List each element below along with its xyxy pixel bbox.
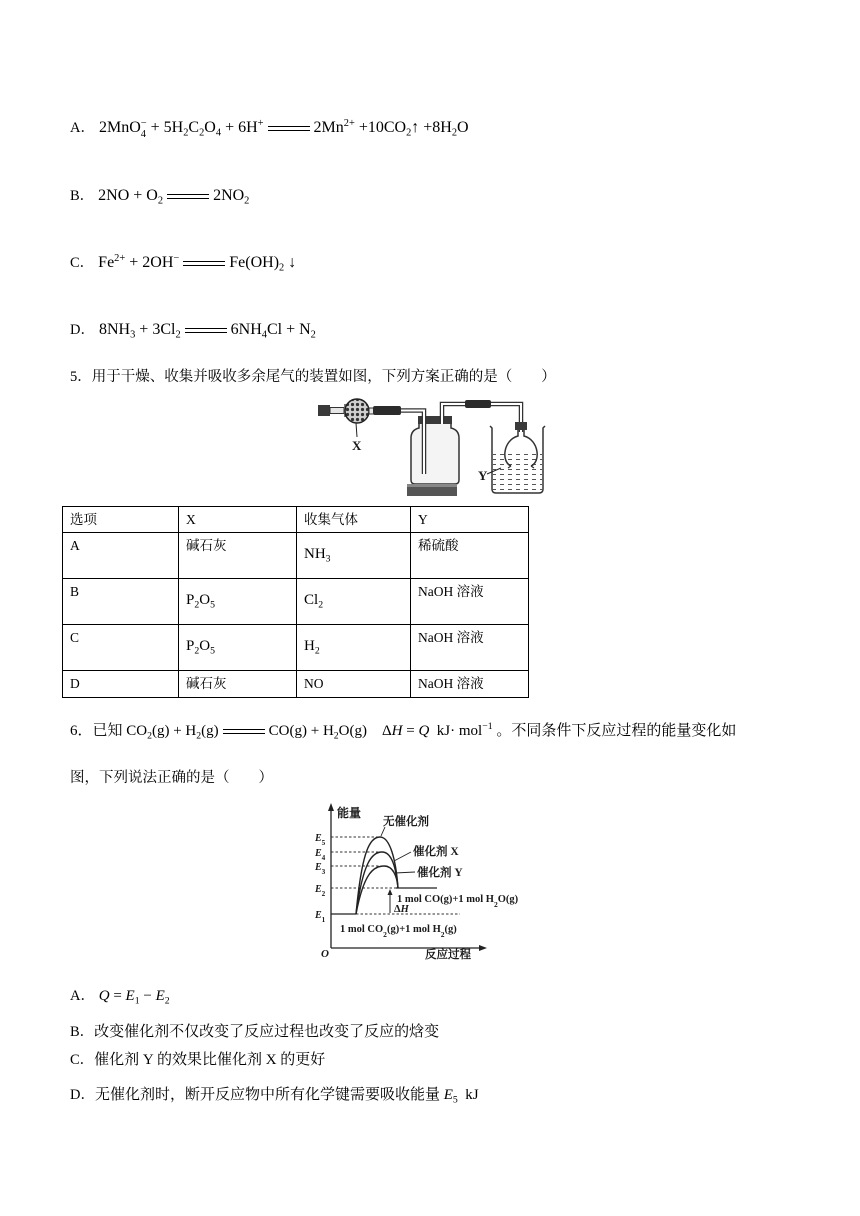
superscript: 2+ xyxy=(343,117,355,129)
subscript: 2 xyxy=(451,127,458,139)
label-x: X xyxy=(352,438,362,453)
formula-text: 催化剂 Y 的效果比催化剂 X 的更好 xyxy=(94,1052,326,1068)
chemical-equation xyxy=(98,187,250,207)
subscript: 4 xyxy=(321,854,326,862)
formula-text: (g) xyxy=(444,924,457,935)
option-letter: D． xyxy=(70,322,95,338)
subscript: 2 xyxy=(175,329,181,341)
table-row xyxy=(63,625,529,671)
cell-content xyxy=(186,538,227,553)
table-row xyxy=(63,533,529,579)
formula-text: P xyxy=(186,592,195,608)
long-equals-sign xyxy=(268,126,310,131)
long-equals-sign xyxy=(223,729,265,734)
cell-content xyxy=(186,638,215,657)
formula-text: E xyxy=(155,988,165,1004)
formula-text: 2NO xyxy=(213,187,245,204)
option-letter: B． xyxy=(70,188,95,204)
subscript: 5 xyxy=(210,645,215,657)
option-letter: D． xyxy=(70,1087,95,1103)
subscript: 4 xyxy=(261,329,267,341)
superscript: 2+ xyxy=(114,252,126,264)
option-text xyxy=(94,1024,439,1040)
formula-text: E xyxy=(443,1087,453,1103)
formula-text: 2MnO xyxy=(98,119,141,136)
subscript: 2 xyxy=(310,329,316,341)
formula-text: O xyxy=(204,119,216,136)
long-equals-sign xyxy=(185,328,227,333)
table-cell xyxy=(63,579,179,625)
subscript: 4 xyxy=(215,127,222,139)
formula-text: CO xyxy=(126,723,148,739)
option-text xyxy=(94,1052,325,1068)
formula-text: = xyxy=(109,988,126,1004)
formula-text: NO xyxy=(304,676,324,691)
subscript: 2 xyxy=(321,890,326,898)
formula-text: H xyxy=(391,723,403,739)
subscript: 2 xyxy=(194,645,200,657)
formula-text: O xyxy=(457,119,469,136)
q4-option-b xyxy=(70,186,249,206)
leader-line xyxy=(381,827,385,836)
cell-content xyxy=(70,676,80,691)
formula-text: + 2OH xyxy=(125,254,174,271)
formula-text: ↑ xyxy=(411,119,420,136)
cell-content xyxy=(186,592,215,611)
cell-content xyxy=(418,630,484,645)
subscript: 2 xyxy=(440,929,445,939)
formula-text: CO(g) + H xyxy=(268,723,334,739)
delta-h-arrowhead xyxy=(388,889,393,895)
drying-tube xyxy=(318,399,375,423)
table-cell xyxy=(63,533,179,579)
outlet-glass-tube xyxy=(442,404,521,432)
x-axis-arrow xyxy=(479,945,487,951)
option-letter: C． xyxy=(70,255,95,271)
cell-content xyxy=(70,538,80,553)
option-letter: B． xyxy=(70,1024,95,1040)
subscript: 3 xyxy=(325,553,331,565)
formula-text: +8H xyxy=(419,119,452,136)
formula-text: Fe(OH) xyxy=(229,254,280,271)
formula-text: (g) xyxy=(201,723,219,739)
cell-content xyxy=(418,538,459,553)
formula-text: + 6H xyxy=(221,119,258,136)
table-cell xyxy=(297,625,411,671)
formula-text: O xyxy=(199,592,211,608)
leader-line xyxy=(395,872,415,873)
formula-text: ↓ xyxy=(284,254,297,271)
q5-options-table xyxy=(62,506,529,698)
formula-text: + 5H xyxy=(146,119,184,136)
formula-text: O(g) xyxy=(497,894,519,905)
formula-text: D xyxy=(70,676,80,691)
rubber-tube xyxy=(373,406,401,415)
formula-text: E xyxy=(315,833,322,844)
formula-text: O(g) xyxy=(338,723,367,739)
subscript: 2 xyxy=(147,730,152,742)
table-header-cell: 收集气体 xyxy=(297,507,411,533)
chemical-equation xyxy=(98,321,316,341)
formula-text: 1 mol CO(g)+1 mol H xyxy=(397,894,494,905)
table-cell xyxy=(297,671,411,698)
formula-text: Cl xyxy=(304,592,319,608)
table-header-cell: 选项 xyxy=(63,507,179,533)
level-e4 xyxy=(314,848,326,862)
cell-content xyxy=(304,592,324,611)
level-e3 xyxy=(314,862,326,876)
energy-diagram xyxy=(310,800,550,965)
table-cell xyxy=(63,625,179,671)
table-header-row xyxy=(63,507,529,533)
table-cell xyxy=(411,579,529,625)
formula-text: = xyxy=(402,723,419,739)
table-cell xyxy=(297,579,411,625)
formula-text: NaOH 溶液 xyxy=(418,630,484,645)
formula-text: kJ xyxy=(457,1087,479,1103)
cell-content xyxy=(186,676,227,691)
formula-text: B xyxy=(70,584,80,599)
q4-option-a xyxy=(70,118,469,141)
subscript: 2 xyxy=(194,599,200,611)
q6-option-a xyxy=(70,986,170,1006)
q4-option-c xyxy=(70,253,296,273)
subscript: 1 xyxy=(134,995,140,1007)
table-cell xyxy=(297,533,411,579)
formula-text: H xyxy=(304,638,315,654)
q5-stem: 5．用于干燥、收集并吸收多余尾气的装置如图，下列方案正确的是（ ） xyxy=(70,369,556,385)
option-letter: A． xyxy=(70,120,95,136)
formula-text: E xyxy=(315,848,322,859)
formula-text: C xyxy=(70,630,80,645)
curve-label-catalyst-x: 催化剂 X xyxy=(413,846,459,858)
formula-text: Fe xyxy=(98,254,115,271)
subscript: 2 xyxy=(196,730,202,742)
formula-text: 8NH xyxy=(98,321,131,338)
formula-text: 改变催化剂不仅改变了反应过程也改变了反应的焓变 xyxy=(94,1024,440,1040)
formula-text: kJ· mol xyxy=(429,723,483,739)
option-letter: C． xyxy=(70,1052,95,1068)
table-row xyxy=(63,671,529,698)
formula-text: Cl + N xyxy=(266,321,311,338)
formula-text: Δ xyxy=(366,723,392,739)
table-cell xyxy=(179,625,297,671)
q6-option-b xyxy=(70,1022,439,1042)
chemical-equation xyxy=(98,117,469,140)
product-label xyxy=(397,894,519,909)
reactant-label xyxy=(340,924,457,939)
subscript: 2 xyxy=(279,262,285,274)
superscript: −1 xyxy=(482,721,493,733)
y-axis-arrow xyxy=(328,803,334,811)
table-cell xyxy=(411,533,529,579)
table-cell xyxy=(63,671,179,698)
formula-text: NaOH 溶液 xyxy=(418,584,484,599)
formula-text: 2NO + O xyxy=(98,187,158,204)
cell-content xyxy=(304,638,320,657)
subscript: 5 xyxy=(210,599,215,611)
formula-text: (g) + H xyxy=(151,723,197,739)
x-leader-line xyxy=(356,423,357,437)
subscript: 2 xyxy=(199,127,205,139)
curve-catalyst-y xyxy=(356,866,398,914)
cell-content xyxy=(70,630,79,645)
gas-collecting-bottle xyxy=(411,416,459,484)
formula-text: E xyxy=(315,910,322,921)
q6-option-d xyxy=(70,1085,479,1105)
cell-content xyxy=(70,584,79,599)
superscript: − xyxy=(140,117,147,129)
stand-base xyxy=(407,484,457,496)
formula-text: 碱石灰 xyxy=(186,676,227,691)
subscript: 2 xyxy=(318,599,324,611)
formula-text: 稀硫酸 xyxy=(418,538,459,553)
formula-text: +10CO xyxy=(354,119,407,136)
gas-apparatus-figure xyxy=(315,392,550,498)
formula-text: Q xyxy=(418,723,430,739)
origin-label: O xyxy=(321,948,329,960)
formula-text: 。不同条件下反应过程的能量变化如 xyxy=(492,723,737,739)
cell-content xyxy=(304,546,331,565)
table-header-cell: Y xyxy=(411,507,529,533)
superscript: + xyxy=(257,117,264,129)
formula-text: 6NH xyxy=(230,321,262,338)
subscript: 2 xyxy=(244,195,250,207)
formula-text: E xyxy=(315,862,322,873)
chemical-equation xyxy=(98,252,297,274)
superscript: − xyxy=(173,252,180,264)
formula-text: O xyxy=(199,638,211,654)
q6-stem-line1 xyxy=(70,721,736,741)
formula-text: Δ xyxy=(394,904,401,915)
curve-label-catalyst-y: 催化剂 Y xyxy=(417,867,463,879)
formula-text: H xyxy=(400,904,409,915)
formula-text: E xyxy=(125,988,135,1004)
formula-text: A xyxy=(70,538,80,553)
long-equals-sign xyxy=(167,194,209,199)
curve-no-catalyst xyxy=(356,837,398,914)
level-e2 xyxy=(314,884,326,898)
subscript: 5 xyxy=(452,1094,458,1106)
formula-text: 1 mol CO xyxy=(340,924,384,935)
subscript: 3 xyxy=(130,329,136,341)
option-text xyxy=(94,1087,479,1106)
long-equals-sign xyxy=(183,261,225,266)
formula-text: E xyxy=(315,884,322,895)
x-axis-label: 反应过程 xyxy=(425,949,471,961)
subscript: 5 xyxy=(321,839,326,847)
formula-text: 无催化剂时，断开反应物中所有化学键需要吸收能量 xyxy=(94,1087,444,1103)
delta-h-label xyxy=(394,904,410,915)
cell-content xyxy=(304,676,324,691)
subscript: 2 xyxy=(157,195,164,207)
table-cell xyxy=(411,625,529,671)
table-header-cell: X xyxy=(179,507,297,533)
formula-text: + 3Cl xyxy=(135,321,176,338)
formula-text: NH xyxy=(304,546,326,562)
formula-text: Q xyxy=(98,988,110,1004)
rubber-connector xyxy=(465,400,491,408)
table-cell xyxy=(179,579,297,625)
formula-text: P xyxy=(186,638,195,654)
formula-text: 碱石灰 xyxy=(186,538,227,553)
subscript: 2 xyxy=(406,127,412,139)
cell-content xyxy=(418,676,484,691)
formula-text: C xyxy=(188,119,200,136)
curve-label-no-catalyst: 无催化剂 xyxy=(383,816,429,828)
q4-option-d xyxy=(70,320,316,340)
y-axis-label: 能量 xyxy=(337,806,362,820)
cell-content xyxy=(418,584,484,599)
q6-option-c xyxy=(70,1050,325,1070)
subscript: 2 xyxy=(314,645,320,657)
table-cell xyxy=(411,671,529,698)
formula-text: − xyxy=(139,988,156,1004)
subscript: 2 xyxy=(493,899,498,909)
q6-stem-text xyxy=(70,721,737,742)
option-text xyxy=(95,988,170,1007)
subscript: 1 xyxy=(321,916,326,924)
formula-text: NaOH 溶液 xyxy=(418,676,484,691)
subscript: 2 xyxy=(383,929,387,939)
table-cell xyxy=(179,533,297,579)
level-e5 xyxy=(314,833,326,847)
label-y: Y xyxy=(478,468,488,483)
subscript: 2 xyxy=(164,995,170,1007)
subscript: 2 xyxy=(333,730,339,742)
leader-line xyxy=(394,852,411,861)
level-e1 xyxy=(314,910,326,924)
subscript: 2 xyxy=(183,127,189,139)
formula-text: 6．已知 xyxy=(70,723,127,739)
curve-catalyst-x xyxy=(356,852,398,914)
option-letter: A． xyxy=(70,988,95,1004)
table-cell xyxy=(179,671,297,698)
formula-text: 2Mn xyxy=(313,119,344,136)
formula-text: (g)+1 mol H xyxy=(386,924,441,935)
subscript: 4 xyxy=(140,128,146,140)
table-row xyxy=(63,579,529,625)
q6-stem-line2: 图，下列说法正确的是（ ） xyxy=(70,770,273,786)
subscript: 3 xyxy=(321,868,326,876)
